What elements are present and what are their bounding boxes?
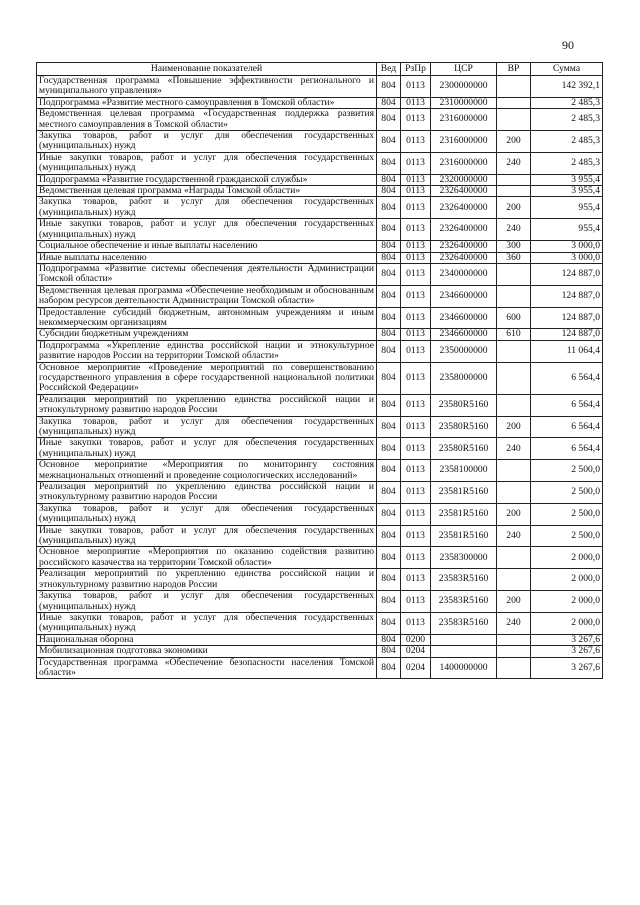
row-ved: 804 [377, 97, 401, 108]
row-csr [431, 634, 497, 645]
row-csr: 23581R5160 [431, 525, 497, 547]
row-rzpr: 0200 [401, 634, 431, 645]
row-ved: 804 [377, 219, 401, 241]
row-name: Иные закупки товаров, работ и услуг для обеспечения государственных (муниципальных) нужд [37, 525, 377, 547]
row-name: Мобилизационная подготовка экономики [37, 646, 377, 657]
row-vr [497, 569, 531, 591]
row-sum: 2 000,0 [531, 547, 603, 569]
table-row [37, 438, 603, 460]
row-sum: 2 500,0 [531, 525, 603, 547]
row-sum: 11 064,4 [531, 340, 603, 362]
row-name: Подпрограмма «Развитие системы обеспечения деятельности Администрации Томской области» [37, 263, 377, 285]
row-name: Основное мероприятие «Мероприятия по оказанию содействия развитию российского казачества на территории Томской области» [37, 547, 377, 569]
row-csr: 23580R5160 [431, 416, 497, 438]
table-row [37, 362, 603, 394]
table-row [37, 186, 603, 197]
row-sum: 3 000,0 [531, 241, 603, 252]
row-sum: 955,4 [531, 197, 603, 219]
row-name: Государственная программа «Обеспечение безопасности населения Томской области» [37, 657, 377, 679]
row-rzpr: 0113 [401, 252, 431, 263]
row-vr [497, 634, 531, 645]
row-name: Закупка товаров, работ и услуг для обеспечения государственных (муниципальных) нужд [37, 416, 377, 438]
row-name: Закупка товаров, работ и услуг для обеспечения государственных (муниципальных) нужд [37, 503, 377, 525]
row-csr: 2326400000 [431, 241, 497, 252]
row-csr: 2358000000 [431, 362, 497, 394]
row-sum: 3 267,6 [531, 657, 603, 679]
row-sum: 124 887,0 [531, 329, 603, 340]
row-ved: 804 [377, 460, 401, 482]
row-sum: 2 500,0 [531, 503, 603, 525]
table-row [37, 547, 603, 569]
row-sum: 124 887,0 [531, 307, 603, 329]
row-csr: 2300000000 [431, 76, 497, 98]
row-sum: 6 564,4 [531, 438, 603, 460]
table-row [37, 219, 603, 241]
row-ved: 804 [377, 569, 401, 591]
row-name: Основное мероприятие «Мероприятия по мониторингу состояния межнациональных отношений и проведение социологических исследований» [37, 460, 377, 482]
row-vr: 240 [497, 152, 531, 174]
row-vr [497, 657, 531, 679]
row-csr: 23580R5160 [431, 438, 497, 460]
row-ved: 804 [377, 525, 401, 547]
row-rzpr: 0113 [401, 186, 431, 197]
page-number: 90 [562, 38, 574, 52]
row-rzpr: 0113 [401, 263, 431, 285]
row-csr: 2346600000 [431, 329, 497, 340]
row-ved: 804 [377, 482, 401, 504]
row-ved: 804 [377, 152, 401, 174]
row-vr: 200 [497, 416, 531, 438]
row-sum: 2 485,3 [531, 152, 603, 174]
header-name: Наименование показателей [37, 63, 377, 76]
row-csr: 2316000000 [431, 131, 497, 153]
row-rzpr: 0113 [401, 109, 431, 131]
row-csr: 23581R5160 [431, 503, 497, 525]
row-vr [497, 263, 531, 285]
table-row [37, 97, 603, 108]
row-vr [497, 97, 531, 108]
row-name: Ведомственная целевая программа «Государственная поддержка развития местного самоуправления в Томской области» [37, 109, 377, 131]
row-name: Иные закупки товаров, работ и услуг для обеспечения государственных (муниципальных) нужд [37, 438, 377, 460]
row-rzpr: 0113 [401, 612, 431, 634]
row-csr: 23583R5160 [431, 612, 497, 634]
row-rzpr: 0113 [401, 569, 431, 591]
row-ved: 804 [377, 131, 401, 153]
row-csr: 2326400000 [431, 252, 497, 263]
row-csr: 2358300000 [431, 547, 497, 569]
header-sum: Сумма [531, 63, 603, 76]
row-csr: 23583R5160 [431, 591, 497, 613]
row-vr: 200 [497, 131, 531, 153]
row-rzpr: 0113 [401, 416, 431, 438]
row-name: Реализация мероприятий по укреплению единства российской нации и этнокультурному развитию народов России [37, 569, 377, 591]
row-rzpr: 0113 [401, 219, 431, 241]
row-name: Иные закупки товаров, работ и услуг для обеспечения государственных (муниципальных) нужд [37, 219, 377, 241]
row-name: Подпрограмма «Развитие государственной гражданской службы» [37, 174, 377, 185]
row-name: Ведомственная целевая программа «Награды Томской области» [37, 186, 377, 197]
row-rzpr: 0113 [401, 131, 431, 153]
row-rzpr: 0113 [401, 362, 431, 394]
row-vr [497, 174, 531, 185]
row-csr: 1400000000 [431, 657, 497, 679]
row-sum: 142 392,1 [531, 76, 603, 98]
row-sum: 3 267,6 [531, 634, 603, 645]
row-name: Социальное обеспечение и иные выплаты населению [37, 241, 377, 252]
row-csr [431, 646, 497, 657]
table-row [37, 152, 603, 174]
row-vr [497, 186, 531, 197]
row-name: Предоставление субсидий бюджетным, автономным учреждениям и иным некоммерческим организациям [37, 307, 377, 329]
header-rzpr: РзПр [401, 63, 431, 76]
row-rzpr: 0113 [401, 525, 431, 547]
row-name: Иные закупки товаров, работ и услуг для обеспечения государственных (муниципальных) нужд [37, 612, 377, 634]
row-ved: 804 [377, 362, 401, 394]
row-name: Подпрограмма «Развитие местного самоуправления в Томской области» [37, 97, 377, 108]
row-ved: 804 [377, 394, 401, 416]
row-csr: 2346600000 [431, 285, 497, 307]
row-ved: 804 [377, 241, 401, 252]
row-sum: 124 887,0 [531, 263, 603, 285]
table-row [37, 241, 603, 252]
row-sum: 6 564,4 [531, 394, 603, 416]
row-rzpr: 0113 [401, 438, 431, 460]
header-csr: ЦСР [431, 63, 497, 76]
row-csr: 2326400000 [431, 219, 497, 241]
row-csr: 23583R5160 [431, 569, 497, 591]
row-csr: 2358100000 [431, 460, 497, 482]
row-rzpr: 0113 [401, 197, 431, 219]
row-name: Основное мероприятие «Проведение мероприятий по совершенствованию государственного управления в сфере государственной национальной политики Российской Федерации» [37, 362, 377, 394]
row-vr [497, 362, 531, 394]
table-row [37, 263, 603, 285]
row-ved: 804 [377, 186, 401, 197]
table-row [37, 634, 603, 645]
row-name: Иные закупки товаров, работ и услуг для обеспечения государственных (муниципальных) нужд [37, 152, 377, 174]
header-ved: Вед [377, 63, 401, 76]
row-name: Национальная оборона [37, 634, 377, 645]
row-ved: 804 [377, 285, 401, 307]
row-vr: 240 [497, 525, 531, 547]
row-ved: 804 [377, 438, 401, 460]
row-csr: 2316000000 [431, 152, 497, 174]
row-sum: 3 000,0 [531, 252, 603, 263]
row-csr: 2326400000 [431, 197, 497, 219]
row-name: Иные выплаты населению [37, 252, 377, 263]
row-ved: 804 [377, 503, 401, 525]
row-vr: 360 [497, 252, 531, 263]
header-vr: ВР [497, 63, 531, 76]
row-vr: 200 [497, 503, 531, 525]
table-row [37, 131, 603, 153]
row-csr: 2316000000 [431, 109, 497, 131]
row-rzpr: 0113 [401, 97, 431, 108]
row-rzpr: 0113 [401, 329, 431, 340]
row-name: Закупка товаров, работ и услуг для обеспечения государственных (муниципальных) нужд [37, 131, 377, 153]
row-ved: 804 [377, 109, 401, 131]
row-csr: 23580R5160 [431, 394, 497, 416]
table-row [37, 569, 603, 591]
row-vr: 240 [497, 219, 531, 241]
row-vr: 610 [497, 329, 531, 340]
row-vr [497, 646, 531, 657]
row-rzpr: 0113 [401, 482, 431, 504]
row-sum: 2 485,3 [531, 131, 603, 153]
row-ved: 804 [377, 340, 401, 362]
row-rzpr: 0113 [401, 460, 431, 482]
row-vr: 200 [497, 197, 531, 219]
row-rzpr: 0113 [401, 503, 431, 525]
row-ved: 804 [377, 657, 401, 679]
row-rzpr: 0113 [401, 76, 431, 98]
table-row [37, 340, 603, 362]
table-row [37, 525, 603, 547]
row-rzpr: 0113 [401, 340, 431, 362]
row-rzpr: 0113 [401, 547, 431, 569]
row-rzpr: 0113 [401, 591, 431, 613]
table-row [37, 76, 603, 98]
row-name: Субсидии бюджетным учреждениям [37, 329, 377, 340]
table-header-row [37, 63, 603, 76]
row-sum: 2 000,0 [531, 612, 603, 634]
row-name: Закупка товаров, работ и услуг для обеспечения государственных (муниципальных) нужд [37, 591, 377, 613]
row-ved: 804 [377, 416, 401, 438]
row-name: Государственная программа «Повышение эффективности регионального и муниципального управления» [37, 76, 377, 98]
row-name: Подпрограмма «Укрепление единства российской нации и этнокультурное развитие народов России на территории Томской области» [37, 340, 377, 362]
table-row [37, 252, 603, 263]
row-vr [497, 394, 531, 416]
row-vr [497, 340, 531, 362]
row-csr: 2350000000 [431, 340, 497, 362]
row-csr: 23581R5160 [431, 482, 497, 504]
row-ved: 804 [377, 646, 401, 657]
row-rzpr: 0113 [401, 394, 431, 416]
row-rzpr: 0113 [401, 174, 431, 185]
table-row [37, 329, 603, 340]
row-ved: 804 [377, 197, 401, 219]
row-rzpr: 0113 [401, 152, 431, 174]
table-row [37, 416, 603, 438]
row-csr: 2346600000 [431, 307, 497, 329]
budget-table [36, 62, 603, 679]
row-rzpr: 0204 [401, 646, 431, 657]
row-sum: 2 000,0 [531, 591, 603, 613]
row-name: Реализация мероприятий по укреплению единства российской нации и этнокультурному развитию народов России [37, 482, 377, 504]
row-rzpr: 0113 [401, 285, 431, 307]
row-sum: 2 485,3 [531, 97, 603, 108]
table-row [37, 612, 603, 634]
row-csr: 2310000000 [431, 97, 497, 108]
row-sum: 6 564,4 [531, 362, 603, 394]
table-row [37, 482, 603, 504]
row-sum: 6 564,4 [531, 416, 603, 438]
row-sum: 2 000,0 [531, 569, 603, 591]
row-vr: 600 [497, 307, 531, 329]
row-sum: 2 485,3 [531, 109, 603, 131]
row-name: Ведомственная целевая программа «Обеспечение необходимым и обоснованным набором ресурсов деятельности Администрации Томской области» [37, 285, 377, 307]
row-vr [497, 109, 531, 131]
row-rzpr: 0204 [401, 657, 431, 679]
row-ved: 804 [377, 263, 401, 285]
row-ved: 804 [377, 174, 401, 185]
row-name: Закупка товаров, работ и услуг для обеспечения государственных (муниципальных) нужд [37, 197, 377, 219]
row-vr [497, 76, 531, 98]
table-row [37, 174, 603, 185]
table-row [37, 307, 603, 329]
row-ved: 804 [377, 307, 401, 329]
row-csr: 2340000000 [431, 263, 497, 285]
row-sum: 2 500,0 [531, 460, 603, 482]
row-vr: 200 [497, 591, 531, 613]
table-row [37, 503, 603, 525]
row-sum: 3 955,4 [531, 186, 603, 197]
table-row [37, 657, 603, 679]
table-row [37, 197, 603, 219]
row-vr: 240 [497, 438, 531, 460]
row-vr [497, 285, 531, 307]
row-ved: 804 [377, 547, 401, 569]
row-sum: 124 887,0 [531, 285, 603, 307]
row-ved: 804 [377, 329, 401, 340]
row-ved: 804 [377, 252, 401, 263]
row-sum: 955,4 [531, 219, 603, 241]
table-row [37, 646, 603, 657]
row-ved: 804 [377, 591, 401, 613]
row-name: Реализация мероприятий по укреплению единства российской нации и этнокультурному развитию народов России [37, 394, 377, 416]
row-ved: 804 [377, 612, 401, 634]
row-rzpr: 0113 [401, 241, 431, 252]
row-sum: 3 955,4 [531, 174, 603, 185]
row-vr [497, 482, 531, 504]
table-row [37, 109, 603, 131]
row-sum: 2 500,0 [531, 482, 603, 504]
row-ved: 804 [377, 634, 401, 645]
row-vr: 300 [497, 241, 531, 252]
table-row [37, 460, 603, 482]
row-vr [497, 460, 531, 482]
row-vr: 240 [497, 612, 531, 634]
row-csr: 2326400000 [431, 186, 497, 197]
row-csr: 2320000000 [431, 174, 497, 185]
row-sum: 3 267,6 [531, 646, 603, 657]
row-ved: 804 [377, 76, 401, 98]
table-row [37, 591, 603, 613]
table-row [37, 285, 603, 307]
row-rzpr: 0113 [401, 307, 431, 329]
table-row [37, 394, 603, 416]
row-vr [497, 547, 531, 569]
